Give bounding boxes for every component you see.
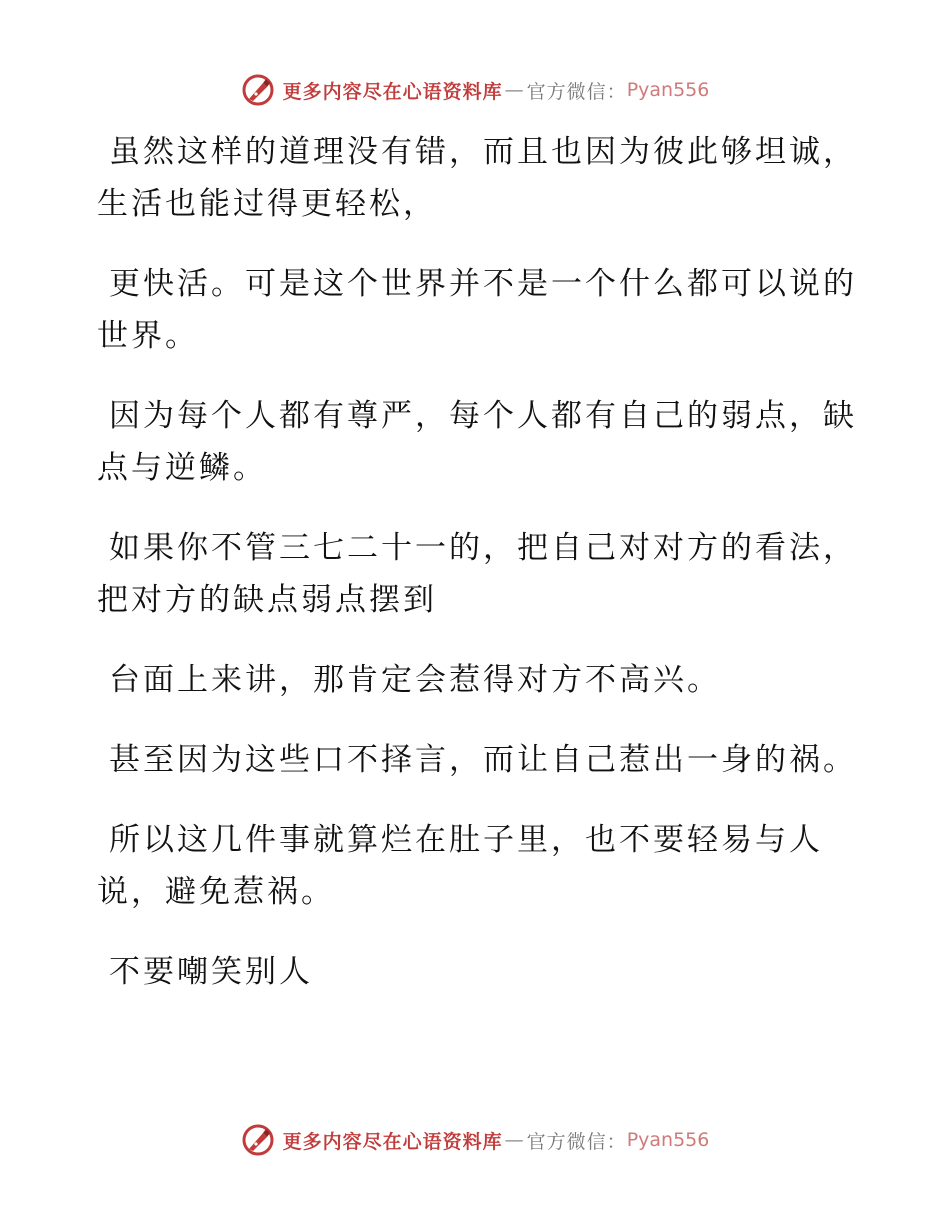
paragraph: 甚至因为这些口不择言，而让自己惹出一身的祸。: [109, 742, 857, 778]
banner-title: 更多内容尽在心语资料库: [282, 80, 503, 103]
banner-text: [283, 1127, 710, 1154]
header-banner: [0, 70, 950, 110]
pen-nib-logo-icon: [241, 73, 275, 107]
banner-dash: —: [504, 79, 525, 101]
paragraph: 台面上来讲，那肯定会惹得对方不高兴。: [109, 662, 721, 698]
banner-wechat-id: Pyan556: [626, 1129, 710, 1151]
banner-dash: —: [504, 1129, 525, 1151]
banner-text: [283, 77, 710, 104]
banner-sub: 官方微信：: [526, 80, 627, 103]
paragraph: 因为每个人都有尊严，每个人都有自己的弱点，缺点与逆鳞。: [97, 398, 857, 486]
paragraph: 更快活。可是这个世界并不是一个什么都可以说的世界。: [97, 266, 857, 354]
banner-sub: 官方微信：: [526, 1130, 627, 1153]
banner-wechat-id: Pyan556: [626, 79, 710, 101]
paragraph: 所以这几件事就算烂在肚子里，也不要轻易与人说，避免惹祸。: [97, 822, 823, 910]
paragraph: 如果你不管三七二十一的，把自己对对方的看法，把对方的缺点弱点摆到: [97, 530, 857, 618]
pen-nib-logo-icon: [241, 1123, 275, 1157]
paragraph: 不要嘲笑别人: [109, 954, 313, 990]
banner-title: 更多内容尽在心语资料库: [282, 1130, 503, 1153]
footer-banner: [0, 1120, 950, 1160]
paragraph: 虽然这样的道理没有错，而且也因为彼此够坦诚，生活也能过得更轻松，: [97, 134, 857, 222]
document-body: [97, 126, 857, 998]
